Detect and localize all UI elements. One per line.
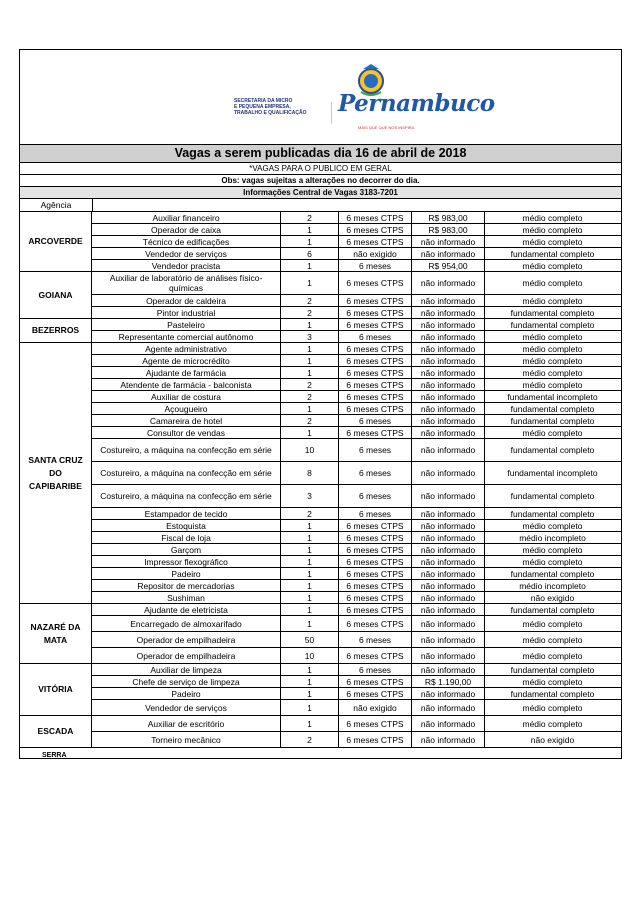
- experience-period: 6 meses: [339, 331, 412, 342]
- job-title: Açougueiro: [92, 403, 281, 414]
- vacancy-count: 1: [281, 580, 339, 591]
- vacancy-count: 1: [281, 319, 339, 330]
- secretariat-line-1: SECRETARIA DA MICRO: [234, 98, 293, 104]
- experience-period: 6 meses CTPS: [339, 224, 412, 235]
- agency-group: [20, 343, 621, 604]
- secretariat-line-3: TRABALHO E QUALIFICAÇÃO: [234, 110, 307, 116]
- vacancy-count: 1: [281, 544, 339, 555]
- education-level: médio completo: [522, 260, 583, 271]
- experience-period: 6 meses: [339, 260, 412, 271]
- education-level: médio completo: [522, 278, 583, 288]
- vacancy-count: 1: [281, 676, 339, 687]
- vacancy-count: 10: [281, 439, 339, 461]
- experience-period: 6 meses CTPS: [339, 295, 412, 306]
- education-level: médio completo: [522, 427, 583, 438]
- job-title: Encarregado de almoxarifado: [92, 616, 281, 631]
- experience-period: 6 meses CTPS: [339, 716, 412, 731]
- agency-group: [20, 212, 621, 272]
- education-level: médio incompleto: [519, 532, 586, 543]
- experience-period: 6 meses CTPS: [339, 343, 412, 354]
- salary: não informado: [412, 485, 485, 507]
- table-row: [92, 632, 621, 648]
- vacancy-count: 1: [281, 532, 339, 543]
- experience-period: 6 meses CTPS: [339, 592, 412, 603]
- experience-period: 6 meses CTPS: [339, 544, 412, 555]
- agency-name: VITÓRIA: [20, 664, 92, 715]
- table-row: [92, 648, 621, 663]
- vacancy-count: 1: [281, 616, 339, 631]
- table-row: [92, 272, 621, 295]
- experience-period: 6 meses: [339, 439, 412, 461]
- vacancy-count: 8: [281, 462, 339, 484]
- experience-period: 6 meses CTPS: [339, 520, 412, 531]
- job-title: Camareira de hotel: [92, 415, 281, 426]
- table-row: [92, 688, 621, 700]
- education-level: fundamental incompleto: [507, 391, 598, 402]
- vacancy-count: 50: [281, 632, 339, 647]
- secretariat-logo-text: [234, 98, 329, 116]
- experience-period: 6 meses CTPS: [339, 355, 412, 366]
- table-row: [92, 604, 621, 616]
- job-title: Agente administrativo: [92, 343, 281, 354]
- experience-period: não exigido: [339, 700, 412, 715]
- job-title: Pintor industrial: [92, 307, 281, 318]
- agency-column-header: [20, 199, 621, 212]
- table-row: [92, 462, 621, 485]
- vacancy-count: 1: [281, 260, 339, 271]
- table-row: [92, 236, 621, 248]
- brand-name: Pernambuco: [338, 90, 495, 117]
- agency-name: NAZARÉ DA MATA: [20, 604, 92, 663]
- education-level: fundamental completo: [510, 415, 595, 426]
- table-row: [92, 520, 621, 532]
- job-title: Estampador de tecido: [92, 508, 281, 519]
- vacancy-count: 1: [281, 604, 339, 615]
- vacancy-count: 1: [281, 568, 339, 579]
- vacancy-count: 1: [281, 520, 339, 531]
- job-title: Garçom: [92, 544, 281, 555]
- education-level: médio completo: [522, 367, 583, 378]
- experience-period: 6 meses CTPS: [339, 648, 412, 663]
- job-title: Operador de caixa: [92, 224, 281, 235]
- table-row: [92, 485, 621, 508]
- salary: não informado: [412, 632, 485, 647]
- experience-period: 6 meses CTPS: [339, 403, 412, 414]
- job-title: Torneiro mecânico: [92, 732, 281, 747]
- obs-note: Obs: vagas sujeitas a alterações no decorrer do dia.: [20, 175, 621, 187]
- experience-period: 6 meses: [339, 664, 412, 675]
- table-row: [92, 556, 621, 568]
- job-title: Ajudante de eletricista: [92, 604, 281, 615]
- salary: não informado: [412, 379, 485, 390]
- experience-period: 6 meses CTPS: [339, 212, 412, 223]
- job-title: Auxiliar de limpeza: [92, 664, 281, 675]
- table-row: [92, 295, 621, 307]
- agency-name: SANTA CRUZ DO CAPIBARIBE: [20, 343, 92, 603]
- education-level: fundamental completo: [510, 403, 595, 414]
- salary: não informado: [412, 272, 485, 294]
- table-row: [92, 343, 621, 355]
- vacancy-count: 2: [281, 379, 339, 390]
- salary: não informado: [412, 439, 485, 461]
- education-level: médio completo: [522, 718, 583, 729]
- salary: não informado: [412, 520, 485, 531]
- salary: não informado: [412, 367, 485, 378]
- job-title: Costureiro, a máquina na confecção em série: [92, 485, 281, 507]
- education-level: fundamental completo: [510, 664, 595, 675]
- education-level: fundamental completo: [510, 568, 595, 579]
- table-row: [92, 307, 621, 318]
- education-level: médio completo: [522, 650, 583, 661]
- education-level: fundamental completo: [510, 319, 595, 330]
- table-row: [92, 716, 621, 732]
- education-level: médio completo: [522, 331, 583, 342]
- experience-period: 6 meses CTPS: [339, 604, 412, 615]
- vacancy-count: 6: [281, 248, 339, 259]
- education-level: médio completo: [522, 224, 583, 235]
- salary: não informado: [412, 331, 485, 342]
- table-row: [92, 248, 621, 260]
- vacancy-count: 1: [281, 343, 339, 354]
- vacancy-count: 1: [281, 367, 339, 378]
- vacancy-count: 2: [281, 307, 339, 318]
- salary: não informado: [412, 236, 485, 247]
- education-level: médio completo: [522, 520, 583, 531]
- job-title: Impressor flexográfico: [92, 556, 281, 567]
- experience-period: 6 meses CTPS: [339, 379, 412, 390]
- vacancy-count: 1: [281, 224, 339, 235]
- job-title: Padeiro: [92, 688, 281, 699]
- salary: não informado: [412, 403, 485, 414]
- salary: não informado: [412, 355, 485, 366]
- education-level: médio incompleto: [519, 580, 586, 591]
- experience-period: 6 meses: [339, 632, 412, 647]
- job-title: Operador de empilhadeira: [92, 632, 281, 647]
- salary: não informado: [412, 732, 485, 747]
- table-row: [92, 676, 621, 688]
- table-row: [92, 260, 621, 271]
- salary: não informado: [412, 391, 485, 402]
- vacancy-count: 3: [281, 331, 339, 342]
- vacancy-count: 1: [281, 355, 339, 366]
- agency-name: ARCOVERDE: [20, 212, 92, 271]
- vacancy-count: 1: [281, 700, 339, 715]
- vacancy-count: 2: [281, 212, 339, 223]
- education-level: médio completo: [522, 618, 583, 629]
- public-note: *VAGAS PARA O PUBLICO EM GERAL: [20, 163, 621, 175]
- vacancy-count: 1: [281, 272, 339, 294]
- experience-period: 6 meses CTPS: [339, 688, 412, 699]
- education-level: fundamental completo: [510, 604, 595, 615]
- table-row: [92, 319, 621, 331]
- job-title: Ajudante de farmácia: [92, 367, 281, 378]
- table-row: [92, 700, 621, 715]
- agency-group: [20, 664, 621, 716]
- education-level: fundamental completo: [510, 307, 595, 318]
- education-level: médio completo: [522, 295, 583, 306]
- table-row: [92, 568, 621, 580]
- salary: não informado: [412, 544, 485, 555]
- experience-period: não exigido: [339, 248, 412, 259]
- salary: não informado: [412, 604, 485, 615]
- page-title: Vagas a serem publicadas dia 16 de abril de 2018: [20, 145, 621, 163]
- vacancy-count: 1: [281, 403, 339, 414]
- job-title: Vendedor pracista: [92, 260, 281, 271]
- salary: não informado: [412, 462, 485, 484]
- job-title: Fiscal de loja: [92, 532, 281, 543]
- job-title: Técnico de edificações: [92, 236, 281, 247]
- vacancy-count: 2: [281, 295, 339, 306]
- table-row: [92, 212, 621, 224]
- table-row: [92, 391, 621, 403]
- experience-period: 6 meses: [339, 462, 412, 484]
- salary: não informado: [412, 248, 485, 259]
- salary: não informado: [412, 664, 485, 675]
- job-title: Vendedor de serviços: [92, 700, 281, 715]
- salary: não informado: [412, 307, 485, 318]
- info-note: Informações Central de Vagas 3183-7201: [20, 187, 621, 199]
- table-row: [92, 732, 621, 747]
- salary: não informado: [412, 532, 485, 543]
- salary: não informado: [412, 343, 485, 354]
- job-title: Auxiliar financeiro: [92, 212, 281, 223]
- vacancy-count: 10: [281, 648, 339, 663]
- salary: não informado: [412, 648, 485, 663]
- experience-period: 6 meses CTPS: [339, 367, 412, 378]
- agency-name: BEZERROS: [20, 319, 92, 342]
- vacancy-count: 1: [281, 716, 339, 731]
- salary: R$ 1.190,00: [412, 676, 485, 687]
- education-level: médio completo: [522, 702, 583, 713]
- salary: não informado: [412, 508, 485, 519]
- experience-period: 6 meses CTPS: [339, 616, 412, 631]
- cut-off-agency: SERRA: [42, 752, 67, 759]
- salary: não informado: [412, 580, 485, 591]
- job-title: Atendente de farmácia - balconista: [92, 379, 281, 390]
- job-title: Costureiro, a máquina na confecção em série: [92, 439, 281, 461]
- education-level: fundamental completo: [510, 688, 595, 699]
- experience-period: 6 meses CTPS: [339, 272, 412, 294]
- table-row: [92, 367, 621, 379]
- vacancy-count: 1: [281, 664, 339, 675]
- vacancy-count: 1: [281, 236, 339, 247]
- salary: não informado: [412, 295, 485, 306]
- brand-tagline: MAIS QUE QUE NOS INSPIRA: [358, 125, 415, 130]
- salary: não informado: [412, 319, 485, 330]
- table-row: [92, 616, 621, 632]
- table-row: [92, 379, 621, 391]
- salary: não informado: [412, 700, 485, 715]
- experience-period: 6 meses CTPS: [339, 427, 412, 438]
- job-title: Vendedor de serviços: [92, 248, 281, 259]
- job-title: Sushiman: [92, 592, 281, 603]
- salary: não informado: [412, 568, 485, 579]
- education-level: médio completo: [522, 556, 583, 567]
- table-row: [92, 427, 621, 439]
- experience-period: 6 meses: [339, 485, 412, 507]
- salary: não informado: [412, 688, 485, 699]
- agency-group: [20, 604, 621, 664]
- experience-period: 6 meses CTPS: [339, 568, 412, 579]
- experience-period: 6 meses CTPS: [339, 676, 412, 687]
- education-level: médio completo: [522, 634, 583, 645]
- education-level: fundamental incompleto: [507, 468, 598, 478]
- experience-period: 6 meses CTPS: [339, 391, 412, 402]
- job-title: Auxiliar de escritório: [92, 716, 281, 731]
- agency-group: [20, 716, 621, 748]
- job-title: Padeiro: [92, 568, 281, 579]
- job-title: Chefe de serviço de limpeza: [92, 676, 281, 687]
- job-title: Auxiliar de costura: [92, 391, 281, 402]
- job-title: Auxiliar de laboratório de análises físico-químicas: [92, 272, 281, 294]
- education-level: médio completo: [522, 212, 583, 223]
- experience-period: 6 meses: [339, 508, 412, 519]
- table-row: [92, 355, 621, 367]
- education-level: fundamental completo: [510, 508, 595, 519]
- header-logo-area: [20, 50, 621, 145]
- table-row: [92, 224, 621, 236]
- agency-group: [20, 272, 621, 319]
- agency-header-label: Agência: [20, 199, 93, 211]
- experience-period: 6 meses CTPS: [339, 532, 412, 543]
- job-groups: [20, 212, 621, 748]
- logo-divider: [331, 102, 332, 124]
- job-title: Consultor de vendas: [92, 427, 281, 438]
- experience-period: 6 meses CTPS: [339, 307, 412, 318]
- table-row: [92, 580, 621, 592]
- salary: não informado: [412, 415, 485, 426]
- education-level: não exigido: [530, 592, 575, 603]
- experience-period: 6 meses CTPS: [339, 236, 412, 247]
- table-row: [92, 331, 621, 342]
- agency-group: [20, 319, 621, 343]
- experience-period: 6 meses CTPS: [339, 556, 412, 567]
- education-level: não exigido: [530, 734, 575, 745]
- job-title: Costureiro, a máquina na confecção em série: [92, 462, 281, 484]
- salary: não informado: [412, 616, 485, 631]
- agency-name: ESCADA: [20, 716, 92, 747]
- job-title: Operador de empilhadeira: [92, 648, 281, 663]
- vacancy-count: 1: [281, 427, 339, 438]
- education-level: médio completo: [522, 676, 583, 687]
- vacancy-count: 2: [281, 391, 339, 402]
- cut-off-row: [20, 748, 621, 758]
- vacancy-count: 2: [281, 508, 339, 519]
- secretariat-line-2: E PEQUENA EMPRESA,: [234, 104, 291, 110]
- salary: R$ 983,00: [412, 212, 485, 223]
- vacancy-count: 2: [281, 732, 339, 747]
- salary: não informado: [412, 716, 485, 731]
- salary: não informado: [412, 592, 485, 603]
- vacancy-count: 1: [281, 556, 339, 567]
- table-row: [92, 403, 621, 415]
- salary: R$ 983,00: [412, 224, 485, 235]
- table-row: [92, 592, 621, 603]
- job-title: Agente de microcrédito: [92, 355, 281, 366]
- table-row: [92, 439, 621, 462]
- agency-name: GOIANA: [20, 272, 92, 318]
- vacancy-count: 3: [281, 485, 339, 507]
- salary: não informado: [412, 556, 485, 567]
- education-level: fundamental completo: [510, 445, 595, 455]
- job-title: Operador de caldeira: [92, 295, 281, 306]
- education-level: fundamental completo: [510, 248, 595, 259]
- table-row: [92, 508, 621, 520]
- table-row: [92, 664, 621, 676]
- vacancy-count: 1: [281, 592, 339, 603]
- table-row: [92, 415, 621, 427]
- education-level: médio completo: [522, 379, 583, 390]
- education-level: fundamental completo: [510, 491, 595, 501]
- job-title: Representante comercial autônomo: [92, 331, 281, 342]
- table-row: [92, 544, 621, 556]
- experience-period: 6 meses CTPS: [339, 580, 412, 591]
- education-level: médio completo: [522, 355, 583, 366]
- salary: R$ 954,00: [412, 260, 485, 271]
- table-row: [92, 532, 621, 544]
- vacancy-count: 2: [281, 415, 339, 426]
- job-title: Pasteleiro: [92, 319, 281, 330]
- experience-period: 6 meses CTPS: [339, 319, 412, 330]
- job-title: Estoquista: [92, 520, 281, 531]
- education-level: médio completo: [522, 544, 583, 555]
- job-title: Repositor de mercadorias: [92, 580, 281, 591]
- experience-period: 6 meses: [339, 415, 412, 426]
- job-listing-sheet: [19, 49, 622, 759]
- experience-period: 6 meses CTPS: [339, 732, 412, 747]
- vacancy-count: 1: [281, 688, 339, 699]
- education-level: médio completo: [522, 236, 583, 247]
- education-level: médio completo: [522, 343, 583, 354]
- salary: não informado: [412, 427, 485, 438]
